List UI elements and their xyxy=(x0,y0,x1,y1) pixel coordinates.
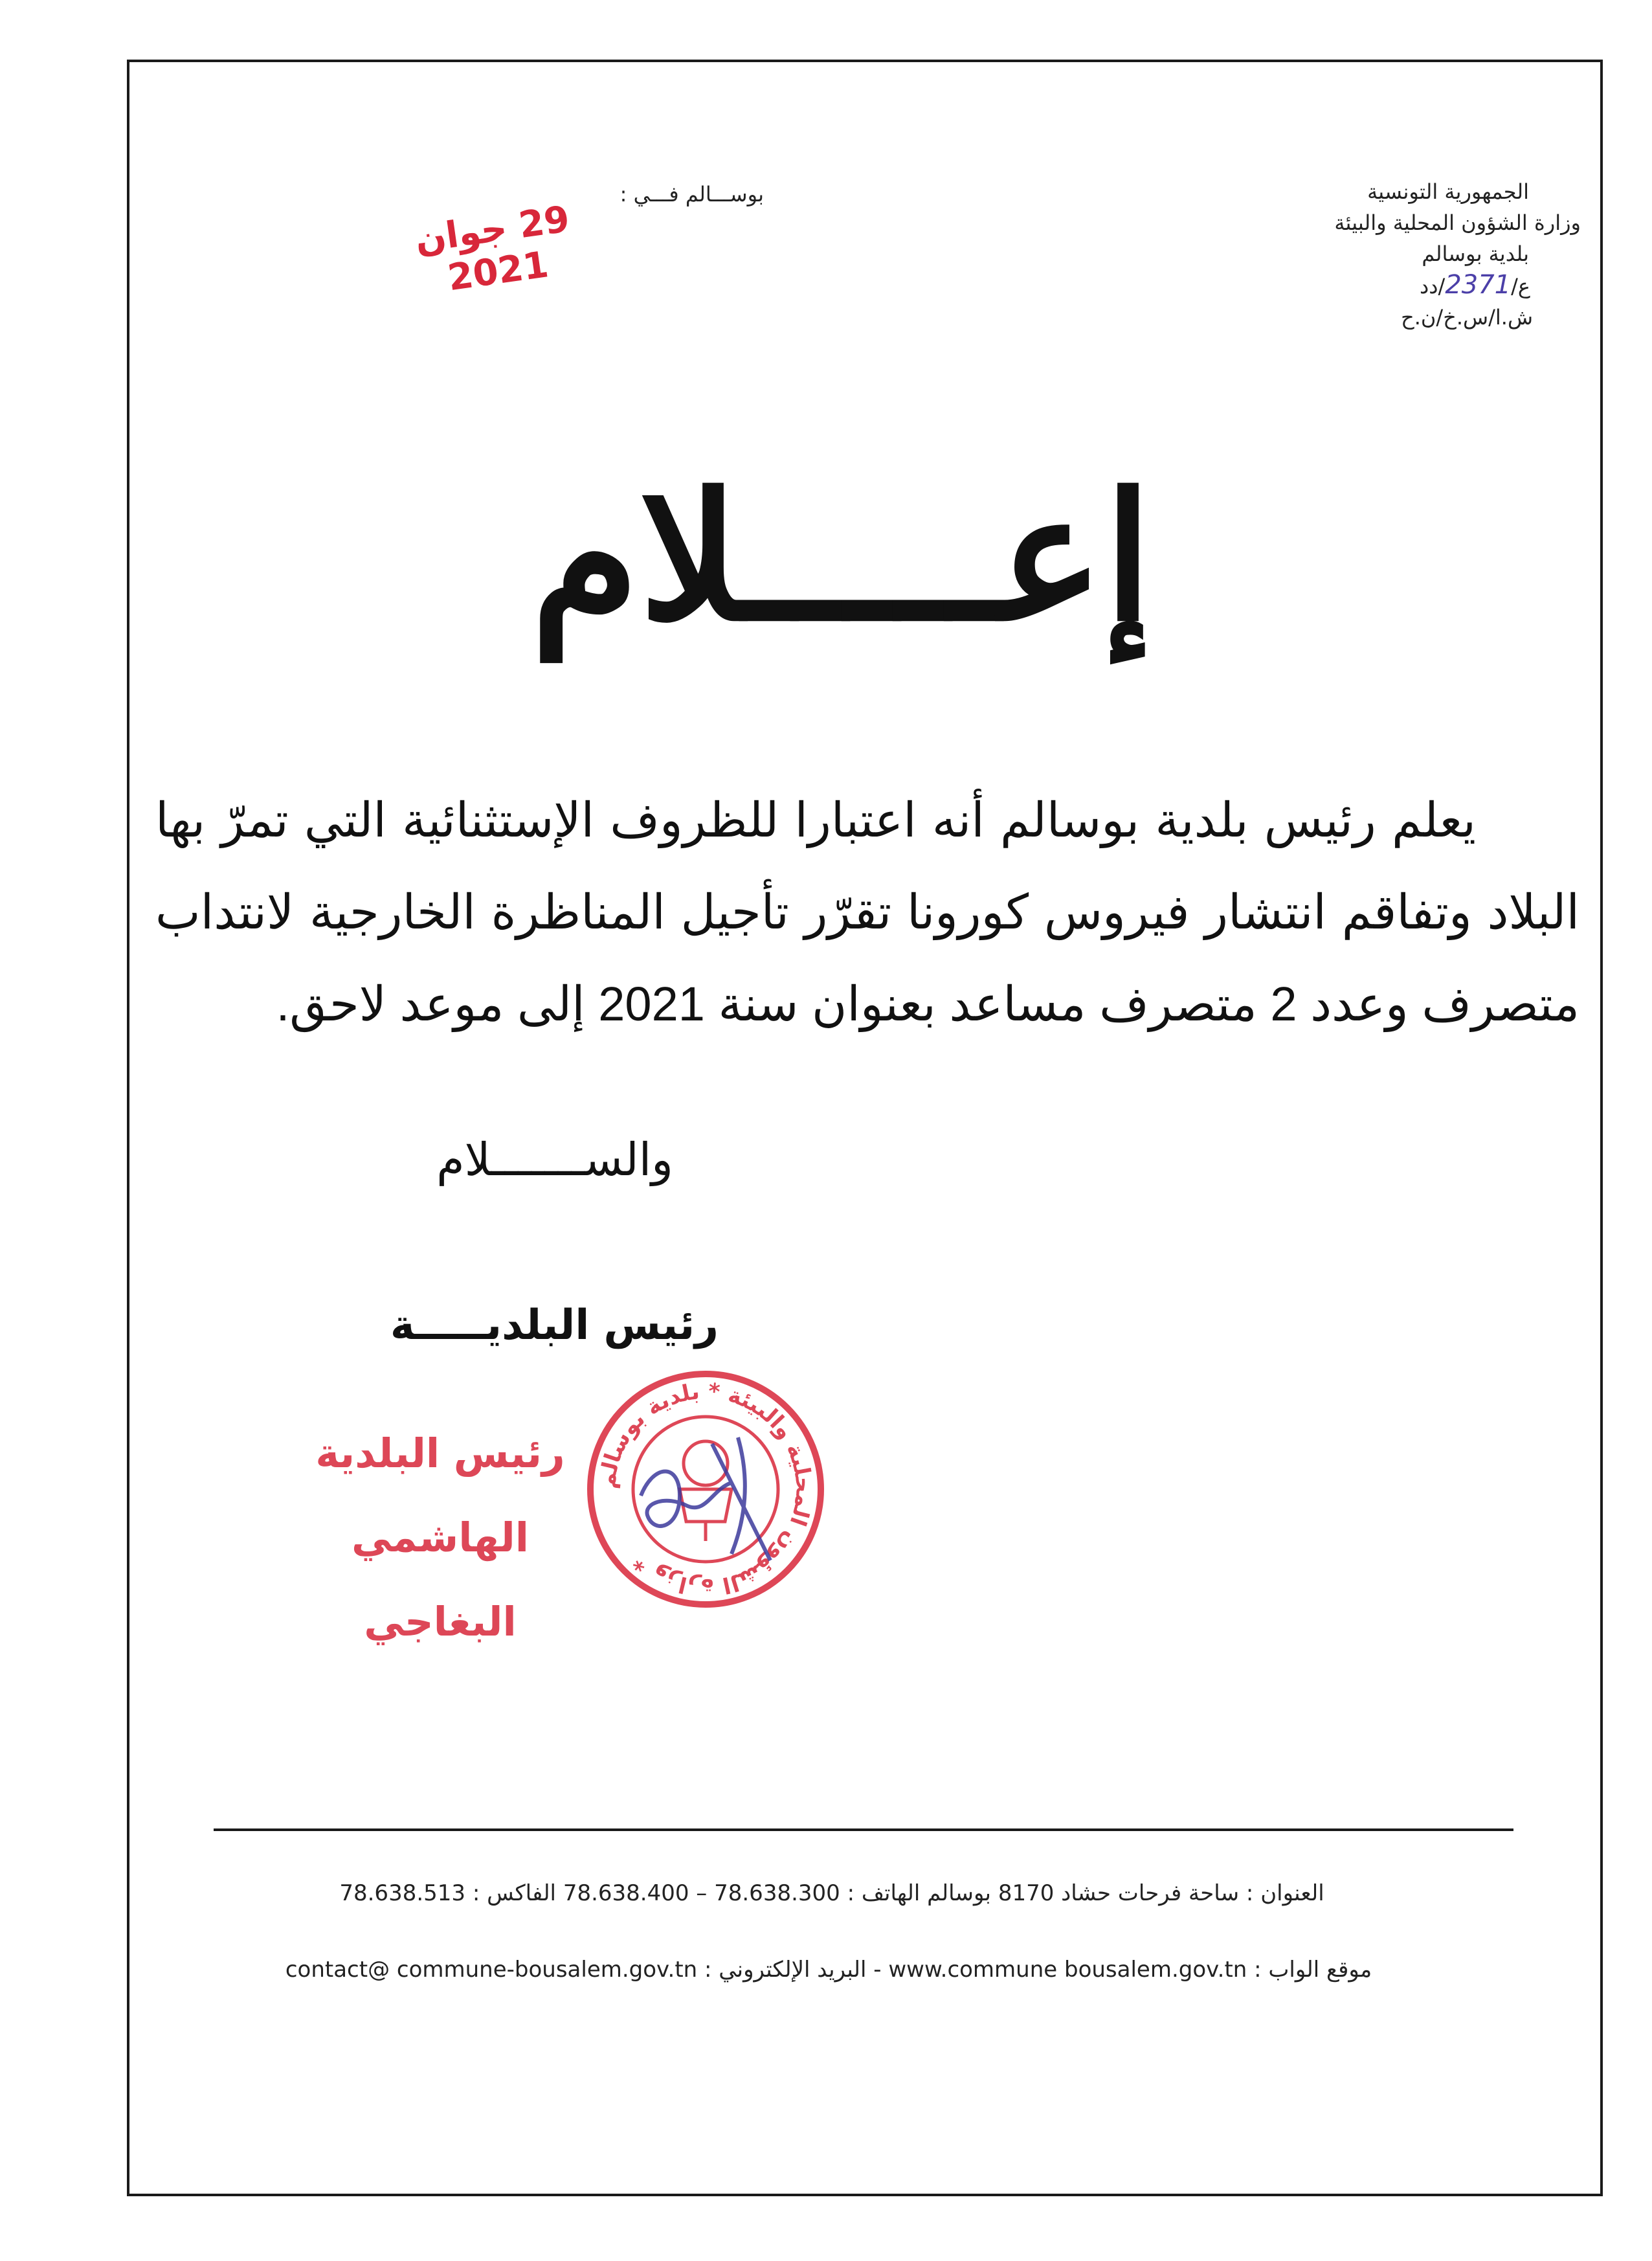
ministry-name: وزارة الشؤون المحلية والبيئة xyxy=(1334,210,1581,235)
letterhead xyxy=(1128,176,1581,333)
municipality-name: بلدية بوسالم xyxy=(1422,242,1529,266)
page-border xyxy=(127,60,1603,2196)
closing-greeting: والســـــــلام xyxy=(436,1134,673,1185)
stamp-line-name: الهاشمي البغاجي xyxy=(351,1514,529,1645)
footer-address: العنوان : ساحة فرحات حشاد 8170 بوسالم الهاتف : 78.638.300 – 78.638.400 الفاكس : 78.638.513 xyxy=(339,1880,1324,1906)
place-date-label: بوســـالم فـــي : xyxy=(620,182,764,207)
seal-emblem xyxy=(680,1441,731,1541)
mayor-name-stamp xyxy=(285,1412,596,1664)
footer-divider xyxy=(214,1828,1513,1831)
footer-web: موقع الواب : www.commune bousalem.gov.tn - البريد الإلكتروني : contact@ commune-bousalem.gov.tn xyxy=(285,1957,1372,1983)
announcement-text: يعلم رئيس بلدية بوسالم أنه اعتبارا للظروف الإستثنائية التي تمرّ بها البلاد وتفاقم انتشار فيروس كورونا تقرّر تأجيل المناظرة الخارجية لانتداب متصرف وعدد 2 متصرف مساعد بعنوان سنة 2021 إلى موعد لاحق. xyxy=(155,793,1579,1031)
signature-title: رئيس البلديـــــة xyxy=(390,1301,719,1349)
reference-prefix: ع/ xyxy=(1511,274,1530,298)
date-stamp: 29 جوان 2021 xyxy=(412,197,572,300)
handwritten-signature-icon xyxy=(641,1437,770,1560)
reference-line xyxy=(1128,269,1581,302)
stamp-line-title: رئيس البلدية xyxy=(315,1430,565,1477)
reference-suffix: /دد xyxy=(1420,274,1446,298)
seal-text-path: وزارة الشؤون المحلية والبيئة * بلدية بوسالم * xyxy=(594,1378,817,1601)
republic-name: الجمهورية التونسية xyxy=(1367,179,1529,204)
official-seal xyxy=(583,1366,829,1612)
reference-code: ش.ا/س.خ/ن.ح xyxy=(1401,305,1533,330)
reference-number: 2371 xyxy=(1445,270,1512,300)
document-title: إعـــــلام xyxy=(531,454,1152,660)
